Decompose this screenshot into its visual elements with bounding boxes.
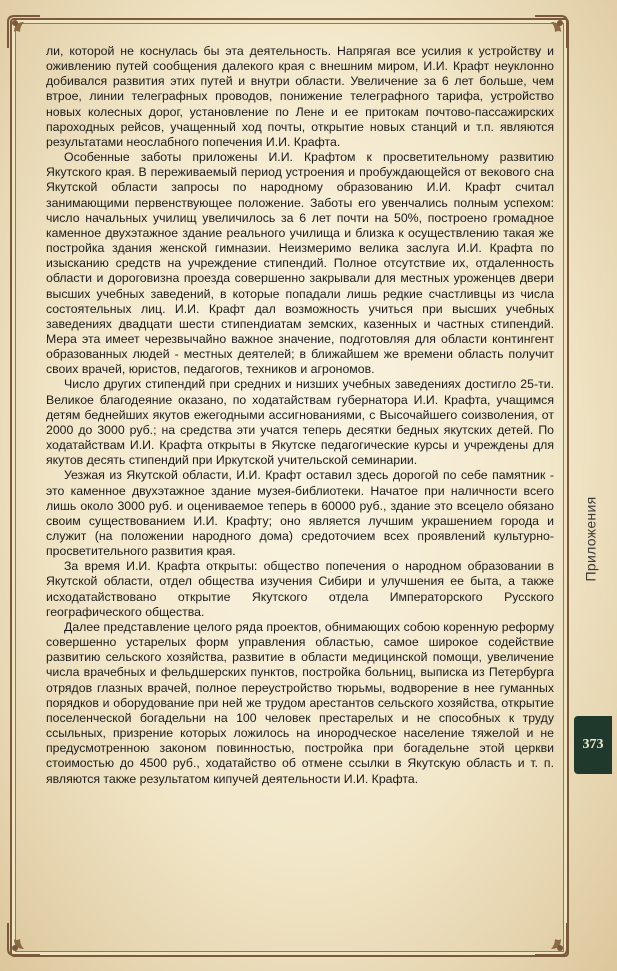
section-label-text: Приложения (582, 496, 599, 582)
paragraph: Число других стипендий при средних и низших учебных заведениях достигло 25-ти. Великое благодеяние оказано, по ходатайствам губернатора И.И. Крафта, учащимся детям беднейших якутов ежегодными ассигнованиями, с Высочайшего соизволения, от 2000 до 3000 руб.; на средства эти учатся теперь десятки бедных якутских детей. По ходатайствам И.И. Крафта открыты в Якутске педагогические курсы и учреждены для якутов десять стипендий при Иркутской учительской семинарии. (46, 377, 554, 468)
paragraph: Уезжая из Якутской области, И.И. Крафт оставил здесь дорогой по себе памятник - это каменное двухэтажное здание музея-библиотеки. Начатое при наличности всего лишь около 3000 руб. и оцениваемое теперь в 60000 руб., здание это всецело обязано своим существованием И.И. Крафту; оно является лучшим украшением города и служит (на положении народного дома) средоточием всех проявлений культурно-просветительного развития края. (46, 468, 554, 559)
paragraph: Далее представление целого ряда проектов, обнимающих собою коренную реформу совершенно устарелых форм управления областью, самое широкое содействие развитию сельского хозяйства, развитие в области медицинской помощи, увеличение числа врачебных и фельдшерских пунктов, постройка больниц, выписка из Петербурга отрядов глазных врачей, полное переустройство тюрьмы, водворение в нее гуманных порядков и оборудование при ней же трудом арестантов сельского хозяйства, открытие поселенческой богадельни на 100 человек престарелых и не способных к труду ссыльных, призрение которых ложилось на инородческое население тяжелой и не предусмотренною законом повинностью, постройка при богадельне этой церкви стоимостью до 4500 руб., ходатайство об отмене ссылки в Якутскую область и т. п. являются также результатом кипучей деятельности И.И. Крафта. (46, 619, 554, 786)
paragraph: Особенные заботы приложены И.И. Крафтом к просветительному развитию Якутского края. В переживаемый период устроения и пробуждающейся от векового сна Якутской области запросы по народному образованию И.И. Крафт считал занимающими первенствующее положение. Заботы его увенчались полным успехом: число начальных училищ увеличилось за 6 лет почти на 50%, построено громадное каменное двухэтажное здание реального училища и близка к осуществлению такая же постройка здания женской гимназии. Неизмеримо велика заслуга И.И. Крафта по изысканию средств на учреждение стипендий. Полное отсутствие их, отдаленность области и дороговизна проезда совершенно закрывали для местных уроженцев двери высших учебных заведений, в которые попадали лишь редкие счастливцы из числа состоятельных лиц. И.И. Крафт дал возможность учиться при высших учебных заведениях двадцати шести стипендиатам земских, казенных и частных стипендий. Мера эта имеет черезвычайно важное значение, подготовляя для области контингент образованных людей - местных деятелей; в ближайшем же времени область получит своих врачей, юристов, педагогов, техников и агрономов. (46, 150, 554, 377)
page-body-text (46, 44, 554, 787)
corner-ornament-icon (4, 919, 44, 959)
corner-ornament-icon (4, 12, 44, 52)
paragraph: За время И.И. Крафта открыты: общество попечения о народном образовании в Якутской области, отдел общества изучения Сибири и улучшения ее быта, а также исходатайствовано открытие Якутского отдела Императорского Русского географического общества. (46, 559, 554, 619)
page-number: 373 (582, 737, 604, 752)
corner-ornament-icon (531, 919, 571, 959)
section-label (570, 474, 610, 604)
paragraph: ли, которой не коснулась бы эта деятельность. Напрягая все усилия к устройству и оживлению путей сообщения далекого края с внешним миром, И.И. Крафт неуклонно добивался развития этих путей и внутри области. Увеличение за 6 лет больше, чем втрое, линии телеграфных проводов, понижение телеграфного тарифа, устройство новых колесных дорог, установление по Лене и ее притокам почтово-пассажирских пароходных рейсов, учащенный ход почты, открытие новых станций и т.п. являются результатами неослабного попечения И.И. Крафта. (46, 44, 554, 149)
page-number-badge (574, 716, 612, 774)
